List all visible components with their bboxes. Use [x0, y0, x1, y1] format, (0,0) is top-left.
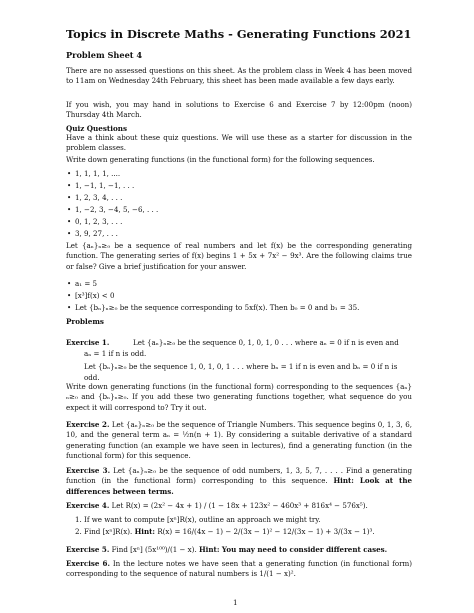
exercise-1-line: Let {aₙ}ₙ≥₀ be the sequence 0, 1, 0, 1, 0 . . . where aₙ = 0 if n is even and: [133, 338, 399, 347]
exercise-2-label: Exercise 2.: [66, 420, 110, 429]
intro-paragraph-2: If you wish, you may hand in solutions to Exercise 6 and Exercise 7 by 12:00pm (noon) Thursday 4th March.: [66, 100, 412, 120]
quiz-sequence: • 3, 9, 27, . . .: [75, 229, 118, 238]
exercise-6-label: Exercise 6.: [66, 559, 110, 568]
exercise-2-paragraph: [66, 420, 412, 462]
quiz-prompt: Write down generating functions (in the functional form) for the following sequences.: [66, 155, 375, 164]
exercise-6-paragraph: [66, 559, 412, 580]
quiz-claims-intro: Let {aₙ}ₙ≥₀ be a sequence of real numbers and let f(x) be the corresponding generating function. The generating series of f(x) begins 1 + 5x + 7x² − 9x³. Are the following claims true or false? Give a brief justification for your answer.: [66, 241, 412, 271]
exercise-5-label: Exercise 5.: [66, 545, 110, 554]
problems-heading: Problems: [66, 317, 104, 326]
quiz-claim: • a₁ = 5: [75, 279, 97, 288]
quiz-sequence: • 0, 1, 2, 3, . . .: [75, 217, 122, 226]
quiz-sequence: • 1, −1, 1, −1, . . .: [75, 181, 134, 190]
exercise-3-paragraph: [66, 466, 412, 497]
exercise-6-text: In the lecture notes we have seen that a generating function (in functional form) corresponding to the sequence of natural numbers is 1/(1 − x)².: [66, 559, 412, 579]
exercise-1-label: Exercise 1.: [66, 338, 110, 347]
page-number: 1: [233, 598, 238, 607]
exercise-5-hint: Hint: You may need to consider different cases.: [198, 545, 388, 554]
exercise-4-item-1: 1. If we want to compute [xⁿ]R(x), outline an approach we might try.: [75, 515, 321, 524]
exercise-5-text: Find [xⁿ] (5x¹⁰⁰)/(1 − x).: [111, 545, 197, 554]
exercise-4-item-2: 2. Find [xⁿ]R(x). Hint: R(x) = 16/(4x − 1) − 2/(3x − 1)² − 12/(3x − 1) + 3/(3x − 1)³.: [75, 527, 375, 536]
exercise-5-line: [66, 545, 387, 554]
document-title: Topics in Discrete Maths - Generating Functions 2021: [66, 27, 412, 41]
exercise-2-text: Let {aₙ}ₙ≥₀ be the sequence of Triangle Numbers. This sequence begins 0, 1, 3, 6, 10, and the general term aₙ = ½n(n + 1). By considering a suitable derivative of a standard generating function (an example we have seen in lectures), find a generating function (in the functional form) for this sequence.: [66, 420, 412, 461]
exercise-4-label: Exercise 4.: [66, 501, 110, 510]
exercise-1-paragraph: Write down generating functions (in the functional form) corresponding to the sequences {aₙ}ₙ≥₀ and {bₙ}ₙ≥₀. If you add these two generating functions together, what sequence do you expect it will correspond to? Try it out.: [66, 382, 412, 412]
exercise-4-intro-line: [66, 501, 368, 510]
exercise-1-line: odd.: [84, 373, 100, 382]
quiz-sequence: • 1, 1, 1, 1, ....: [75, 169, 120, 178]
quiz-claim: • [x³]f(x) < 0: [75, 291, 115, 300]
intro-paragraph-1: There are no assessed questions on this sheet. As the problem class in Week 4 has been moved to 11am on Wednesday 24th February, this sheet has been made available a few days early.: [66, 66, 412, 86]
exercise-3-label: Exercise 3.: [66, 466, 111, 475]
exercise-4-hint: Hint:: [134, 527, 156, 536]
quiz-heading: Quiz Questions: [66, 124, 128, 133]
exercise-3-hint: Hint: Look at the differences between terms.: [66, 476, 412, 496]
exercise-1-line: Let {bₙ}ₙ≥₀ be the sequence 1, 0, 1, 0, 1 . . . where bₙ = 1 if n is even and bₙ = 0 if n is: [84, 362, 398, 371]
quiz-claim: • Let {bₙ}ₙ≥₀ be the sequence corresponding to 5xf(x). Then b₀ = 0 and b₁ = 35.: [75, 303, 359, 312]
exercise-4-intro: Let R(x) = (2x² − 4x + 1) / (1 − 18x + 123x² − 460x³ + 816x⁴ − 576x⁵).: [111, 501, 368, 510]
quiz-sequence: • 1, −2, 3, −4, 5, −6, . . .: [75, 205, 158, 214]
quiz-sequence: • 1, 2, 3, 4, . . .: [75, 193, 122, 202]
quiz-intro: Have a think about these quiz questions. We will use these as a starter for discussion in the problem classes.: [66, 133, 412, 153]
exercise-1-line: aₙ = 1 if n is odd.: [84, 349, 147, 358]
exercise-3-text: Let {aₙ}ₙ≥₀ be the sequence of odd numbers, 1, 3, 5, 7, . . . . Find a generating function (in the functional form) corresponding to this sequence.: [66, 466, 412, 486]
sheet-heading: Problem Sheet 4: [66, 50, 143, 60]
